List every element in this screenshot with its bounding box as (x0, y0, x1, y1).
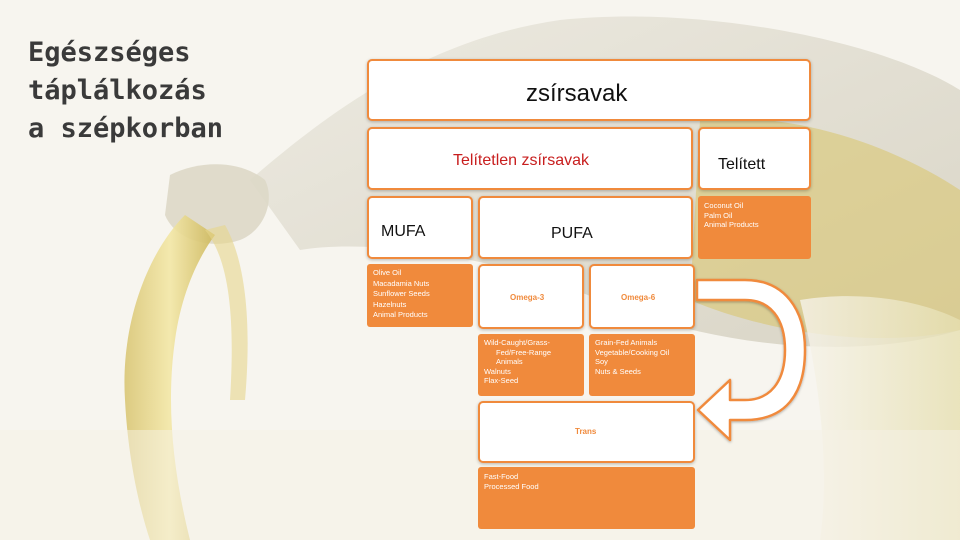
omega-3-source-item: Wild-Caught/Grass- (484, 338, 550, 347)
trans-source-item: Processed Food (484, 481, 539, 491)
trans-label: Trans (575, 427, 597, 436)
omega-3-source-item: Fed/Free-Range (496, 347, 552, 357)
omega-3-source-item: Walnuts (484, 366, 511, 376)
omega-3-source-item: Flax-Seed (484, 376, 519, 385)
omega-6-sources-box (589, 334, 695, 396)
pufa-label: PUFA (551, 225, 593, 242)
omega-3-label: Omega-3 (510, 293, 545, 302)
omega-3-sources-box (478, 334, 584, 396)
saturated-source-item: Animal Products (704, 220, 759, 229)
omega-6-source-item: Grain-Fed Animals (595, 338, 658, 347)
omega-6-label: Omega-6 (621, 293, 656, 302)
mufa-source-item: Hazelnuts (373, 299, 407, 309)
unsaturated-fatty-acids-label: Telítetlen zsírsavak (453, 152, 590, 169)
omega-6-source-item: Vegetable/Cooking Oil (595, 347, 670, 357)
title-line-1: Egészséges (28, 37, 191, 68)
saturated-source-item: Palm Oil (704, 210, 733, 220)
omega-3-source-item: Animals (496, 357, 523, 366)
trans-source-item: Fast-Food (484, 472, 519, 481)
omega-6-source-item: Soy (595, 357, 608, 366)
page-title (28, 34, 223, 148)
omega-6-source-item: Nuts & Seeds (595, 366, 641, 376)
mufa-source-item: Animal Products (373, 310, 428, 319)
u-turn-arrow-icon (690, 270, 810, 470)
saturated-source-item: Coconut Oil (704, 201, 744, 210)
mufa-label: MUFA (381, 223, 426, 240)
mufa-source-item: Macadamia Nuts (373, 278, 430, 288)
mufa-source-item: Olive Oil (373, 268, 402, 277)
mufa-source-item: Sunflower Seeds (373, 289, 430, 298)
title-line-3: a szépkorban (28, 113, 224, 144)
trans-sources-box (478, 467, 695, 529)
fatty-acids-label: zsírsavak (526, 80, 628, 107)
saturated-label: Telített (718, 156, 766, 173)
title-line-2: táplálkozás (28, 75, 207, 106)
saturated-sources-box (698, 196, 811, 259)
mufa-sources-box (367, 264, 473, 327)
